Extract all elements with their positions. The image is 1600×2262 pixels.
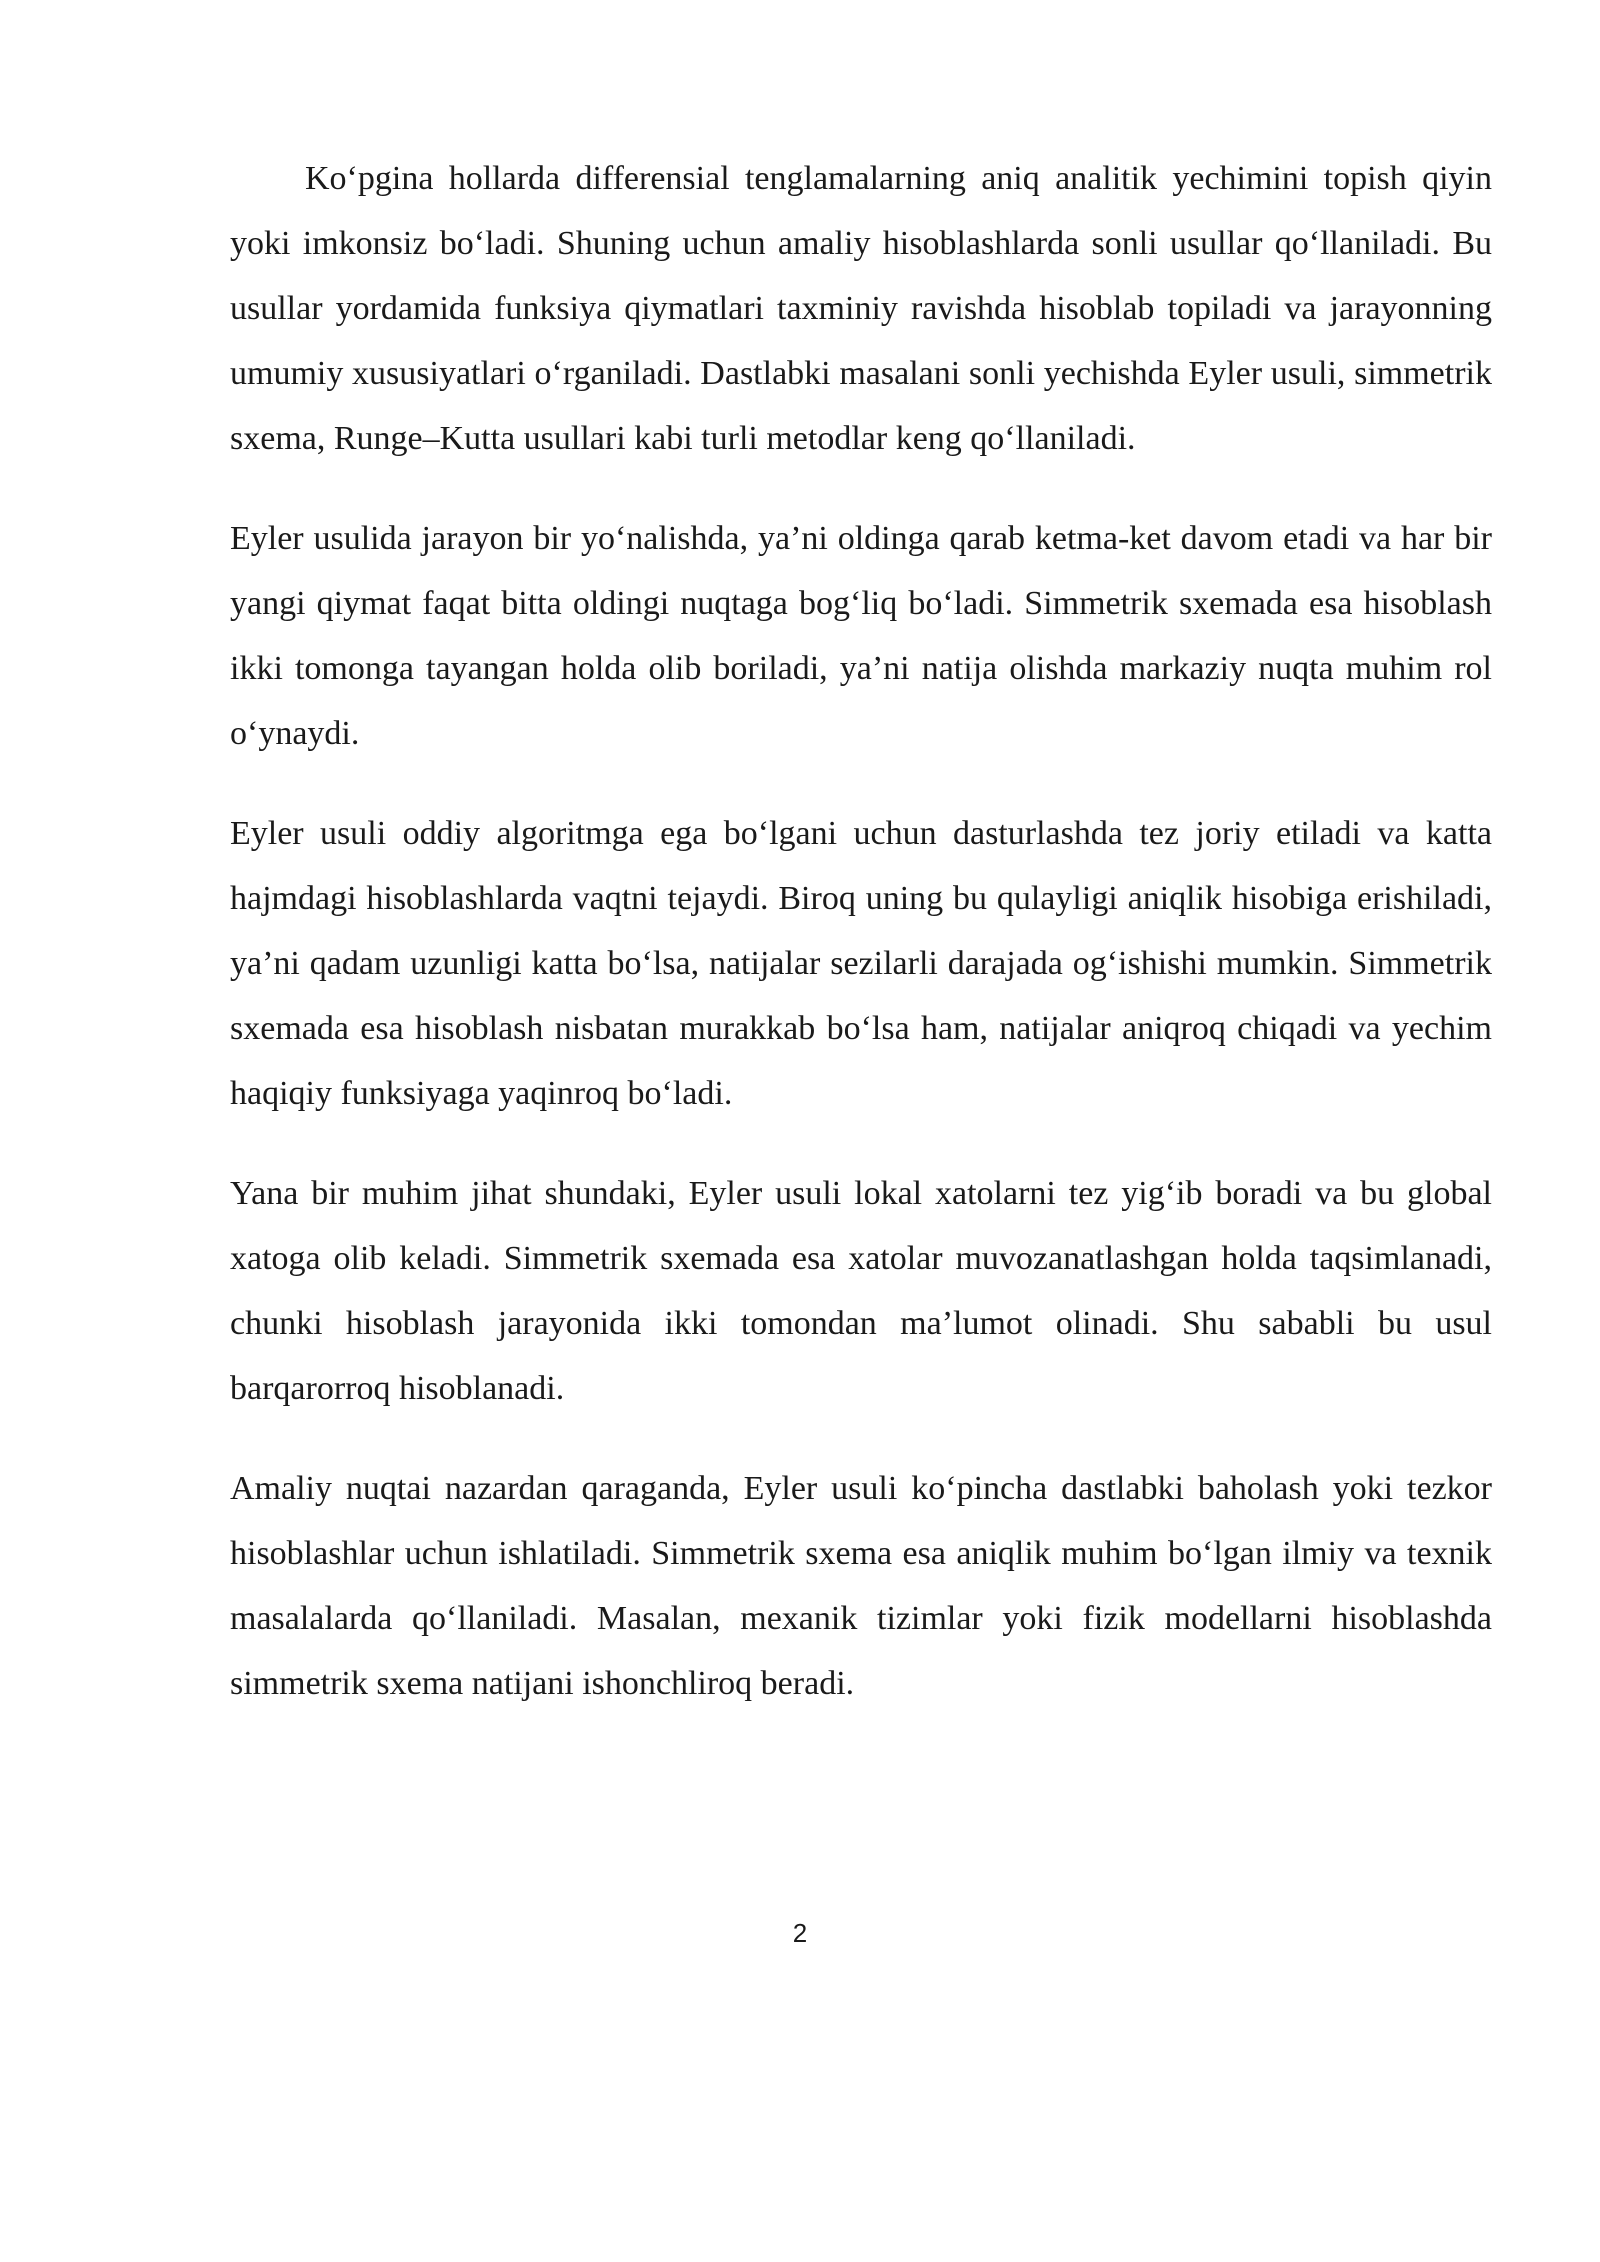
paragraph-practical-use: Amaliy nuqtai nazardan qaraganda, Eyler usuli ko‘pincha dastlabki baholash yoki tezkor hisoblashlar uchun ishlatiladi. Simmetrik sxema esa aniqlik muhim bo‘lgan ilmiy va texnik masalalarda qo‘llaniladi. Masalan, mexanik tizimlar yoki fizik modellarni hisoblashda simmetrik sxema natijani ishonchliroq beradi. [230,1470,1492,1702]
body-text [230,146,1492,1751]
paragraph-error-accumulation: Yana bir muhim jihat shundaki, Eyler usuli lokal xatolarni tez yig‘ib boradi va bu global xatoga olib keladi. Simmetrik sxemada esa xatolar muvozanatlashgan holda taqsimlanadi, chunki hisoblash jarayonida ikki tomondan ma’lumot olinadi. Shu sababli bu usul barqarorroq hisoblanadi. [230,1175,1492,1407]
page-number: 2 [792,1918,808,1948]
paragraph-euler-simplicity: Eyler usuli oddiy algoritmga ega bo‘lgani uchun dasturlashda tez joriy etiladi va katta hajmdagi hisoblashlarda vaqtni tejaydi. Biroq uning bu qulayligi aniqlik hisobiga erishiladi, ya’ni qadam uzunligi katta bo‘lsa, natijalar sezilarli darajada og‘ishishi mumkin. Simmetrik sxemada esa hisoblash nisbatan murakkab bo‘lsa ham, natijalar aniqroq chiqadi va yechim haqiqiy funksiyaga yaqinroq bo‘ladi. [230,815,1492,1112]
paragraph-intro: Ko‘pgina hollarda differensial tenglamalarning aniq analitik yechimini topish qiyin yoki imkonsiz bo‘ladi. Shuning uchun amaliy hisoblashlarda sonli usullar qo‘llaniladi. Bu usullar yordamida funksiya qiymatlari taxminiy ravishda hisoblab topiladi va jarayonning umumiy xususiyatlari o‘rganiladi. Dastlabki masalani sonli yechishda Eyler usuli, simmetrik sxema, Runge–Kutta usullari kabi turli metodlar keng qo‘llaniladi. [230,160,1492,457]
paragraph-euler-direction: Eyler usulida jarayon bir yo‘nalishda, ya’ni oldinga qarab ketma-ket davom etadi va har bir yangi qiymat faqat bitta oldingi nuqtaga bog‘liq bo‘ladi. Simmetrik sxemada esa hisoblash ikki tomonga tayangan holda olib boriladi, ya’ni natija olishda markaziy nuqta muhim rol o‘ynaydi. [230,520,1492,752]
